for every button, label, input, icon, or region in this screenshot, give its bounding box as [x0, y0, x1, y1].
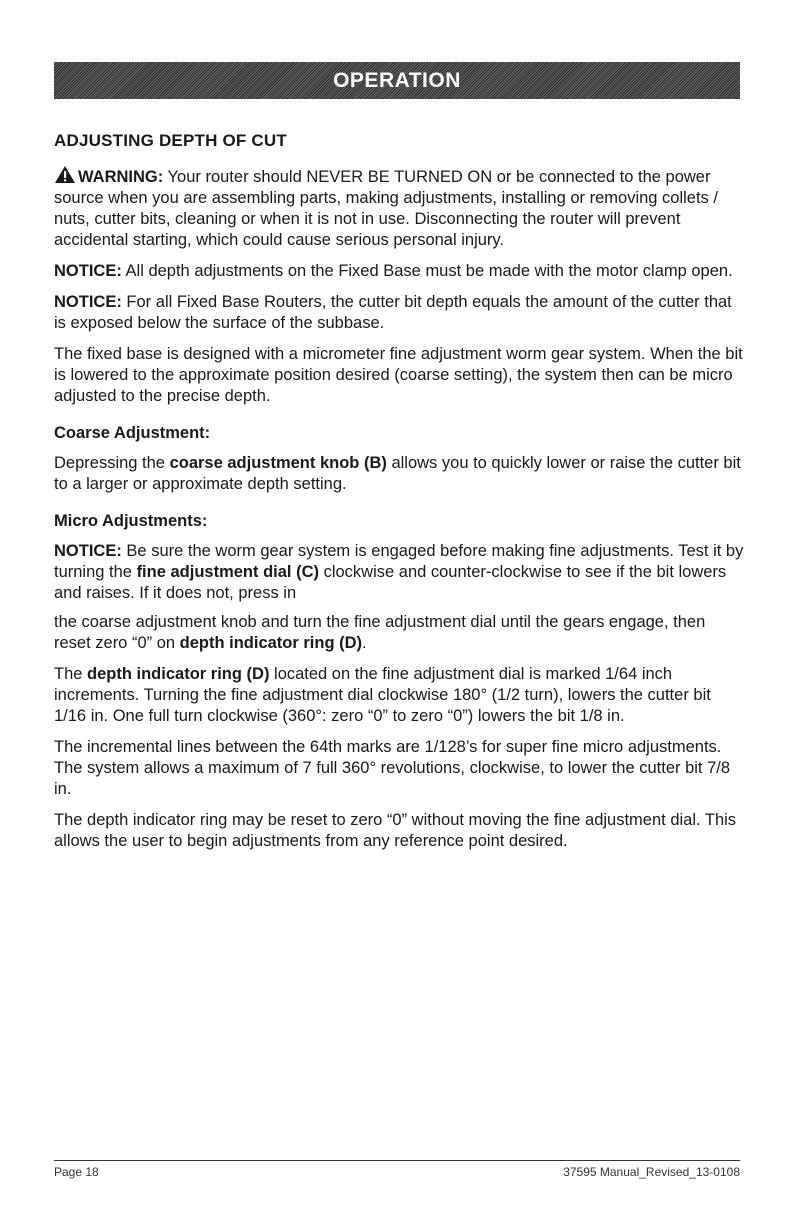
- micro-cont-post: .: [362, 634, 367, 652]
- micro-notice-pre: Be sure the worm gear system is engaged before making fine adjustments. Test it by turning the: [54, 542, 744, 581]
- reset-paragraph: The depth indicator ring may be reset to zero “0” without moving the fine adjustment dial. This allows the user to begin adjustments from any reference point desired.: [54, 811, 737, 850]
- intro-paragraph: The fixed base is designed with a micrometer fine adjustment worm gear system. When the bit is lowered to the approximate position desired (coarse setting), the system then can be micro adjusted to the precise depth.: [54, 345, 743, 405]
- section-title: ADJUSTING DEPTH OF CUT: [54, 131, 287, 150]
- ring-post: located on the fine adjustment dial is marked 1/64 inch increments. Turning the fine adjustment dial clockwise 180° (1/2 turn), lowers the cutter bit 1/16 in. One full turn clockwise (360°: zero “0” to zero “0”) lowers the bit 1/8 in.: [54, 665, 711, 725]
- warning-label: WARNING:: [78, 168, 164, 186]
- notice-text: For all Fixed Base Routers, the cutter bit depth equals the amount of the cutter that is exposed below the surface of the subbase.: [54, 293, 732, 332]
- indicator-ring-term: depth indicator ring (D): [87, 665, 270, 683]
- micro-continuation-paragraph: [54, 612, 744, 654]
- footer-divider: [54, 1160, 740, 1161]
- micro-notice-post: clockwise and counter-clockwise to see if the bit lowers and raises. If it does not, press in: [54, 563, 727, 602]
- notice-text: All depth adjustments on the Fixed Base must be made with the motor clamp open.: [121, 262, 733, 280]
- coarse-text-post: allows you to quickly lower or raise the cutter bit to a larger or approximate depth setting.: [54, 454, 741, 493]
- section-banner: [54, 62, 740, 99]
- coarse-paragraph: [54, 453, 744, 495]
- coarse-text-pre: Depressing the: [54, 454, 170, 472]
- incremental-paragraph: The incremental lines between the 64th marks are 1/128’s for super fine micro adjustments. The system allows a maximum of 7 full 360° revolutions, clockwise, to lower the cutter bit 7/8 in.: [54, 738, 731, 798]
- document-id: 37595 Manual_Revised_13-0108: [563, 1165, 740, 1179]
- page-number: Page 18: [54, 1165, 99, 1179]
- warning-text: Your router should NEVER BE TURNED ON or be connected to the power source when you are assembling parts, making adjustments, installing or removing collets / nuts, cutter bits, cleaning or when it is not in use. Disconnecting the router will prevent accidental starting, which could cause serious personal injury.: [54, 168, 718, 249]
- notice-paragraph-2: [54, 292, 744, 334]
- notice-label: NOTICE:: [54, 262, 122, 280]
- micro-heading: Micro Adjustments:: [54, 512, 208, 530]
- notice-label: NOTICE:: [54, 542, 122, 560]
- ring-paragraph: [54, 664, 744, 727]
- coarse-heading: Coarse Adjustment:: [54, 424, 211, 442]
- micro-cont-pre: the coarse adjustment knob and turn the fine adjustment dial until the gears engage, then reset zero “0” on: [54, 613, 706, 652]
- micro-notice-paragraph: [54, 541, 744, 604]
- banner-title: OPERATION: [333, 68, 461, 92]
- coarse-knob-term: coarse adjustment knob (B): [169, 454, 387, 472]
- notice-paragraph-1: [54, 261, 744, 282]
- ring-pre: The: [54, 665, 88, 683]
- warning-paragraph: [54, 165, 744, 251]
- indicator-ring-term: depth indicator ring (D): [179, 634, 363, 652]
- notice-label: NOTICE:: [54, 293, 122, 311]
- page-content: [54, 131, 744, 862]
- warning-icon: [54, 165, 76, 184]
- fine-dial-term: fine adjustment dial (C): [136, 563, 319, 581]
